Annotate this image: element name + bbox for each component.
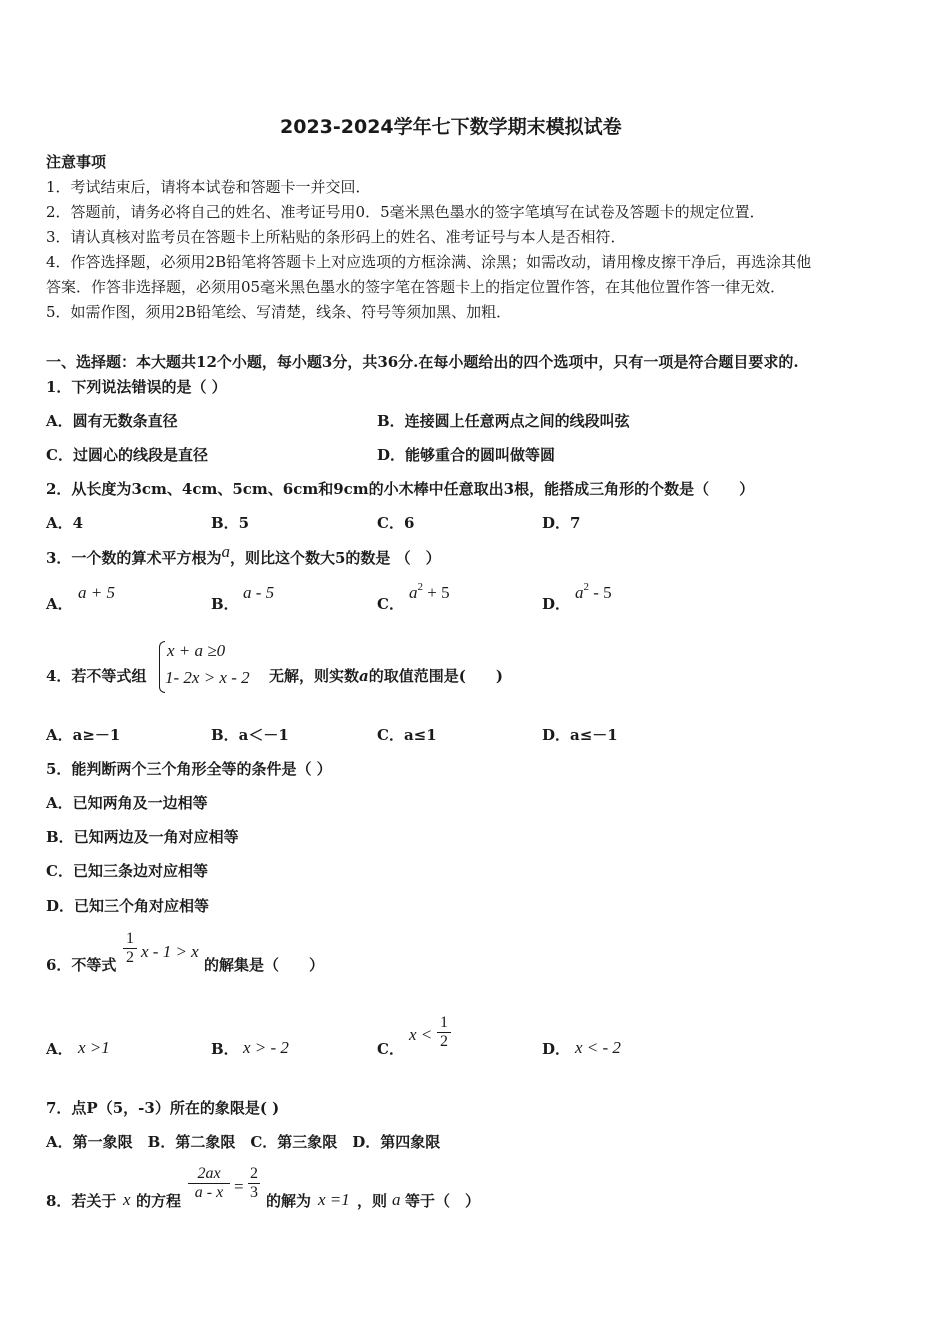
q3-c-base: a bbox=[409, 583, 418, 602]
q1-option-b: B．连接圆上任意两点之间的线段叫弦 bbox=[377, 412, 630, 430]
q8-stem-post: 等于（ ） bbox=[405, 1192, 481, 1210]
q6-fraction bbox=[123, 930, 137, 967]
notice-item: 3．请认真核对监考员在答题卡上所粘贴的条形码上的姓名、准考证号与本人是否相符． bbox=[46, 228, 626, 246]
q4-system-line-2: 1- 2x > x - 2 bbox=[165, 668, 250, 687]
q4-stem-rest bbox=[269, 667, 503, 685]
notice-item: 答案．作答非选择题，必须用05毫米黑色墨水的签字笔在答题卡上的指定位置作答，在其他位置作答一律无效． bbox=[46, 278, 786, 296]
notice-item: 2．答题前，请务必将自己的姓名、准考证号用0．5毫米黑色墨水的签字笔填写在试卷及答题卡的规定位置． bbox=[46, 203, 765, 221]
q3-d-exp: 2 bbox=[583, 581, 589, 593]
q4-option-d: D．a≤－1 bbox=[542, 726, 618, 744]
q5-option-c: C．已知三条边对应相等 bbox=[46, 862, 208, 880]
q3-label-d: D． bbox=[542, 595, 571, 613]
question-2-stem: 2．从长度为3cm、4cm、5cm、6cm和9cm的小木棒中任意取出3根，能搭成三角形的个数是（ ） bbox=[46, 480, 755, 498]
q4-stem-mid: 无解，则实数 bbox=[269, 667, 360, 685]
q3-label-b: B． bbox=[211, 595, 239, 613]
q8-fraction-2 bbox=[248, 1165, 260, 1202]
q8-frac2-num: 2 bbox=[250, 1165, 258, 1182]
notice-heading: 注意事项 bbox=[46, 153, 107, 171]
q6-frac-num: 1 bbox=[126, 930, 134, 947]
q6-expression: x - 1 > x bbox=[141, 942, 199, 961]
notice-item: 5．如需作图，须用2B铅笔绘、写清楚，线条、符号等须加黑、加粗． bbox=[46, 303, 512, 321]
q5-option-b: B．已知两边及一角对应相等 bbox=[46, 828, 239, 846]
q3-d-base: a bbox=[575, 583, 584, 602]
q6-c-den: 2 bbox=[440, 1033, 448, 1050]
q8-var-x: x bbox=[123, 1190, 131, 1209]
q8-fraction-1 bbox=[188, 1165, 230, 1202]
question-1-stem: 1．下列说法错误的是（ ） bbox=[46, 378, 227, 396]
q1-option-a: A．圆有无数条直径 bbox=[46, 412, 178, 430]
q6-label-d: D． bbox=[542, 1040, 571, 1058]
q8-frac2-den: 3 bbox=[250, 1184, 258, 1201]
q4-stem-post: 的取值范围是( ) bbox=[368, 667, 503, 685]
q6-option-d-math: x < - 2 bbox=[575, 1038, 621, 1057]
q3-stem-pre: 3．一个数的算术平方根为 bbox=[46, 549, 222, 567]
q8-equals: = bbox=[234, 1177, 244, 1196]
q8-var-a: a bbox=[392, 1190, 401, 1209]
question-7-stem: 7．点P（5，-3）所在的象限是( ) bbox=[46, 1099, 280, 1117]
q4-option-c: C．a≤1 bbox=[377, 726, 437, 744]
question-3-stem bbox=[46, 542, 441, 567]
q4-option-b: B．a＜－1 bbox=[211, 726, 289, 744]
question-5-stem: 5．能判断两个三个角形全等的条件是（ ） bbox=[46, 760, 332, 778]
q2-option-d: D．7 bbox=[542, 514, 581, 532]
q1-option-d: D．能够重合的圆叫做等圆 bbox=[377, 446, 556, 464]
q2-option-a: A．4 bbox=[46, 514, 84, 532]
q1-option-c: C．过圆心的线段是直径 bbox=[46, 446, 208, 464]
q3-d-rest: - 5 bbox=[589, 583, 612, 602]
q6-option-c-math: x < bbox=[409, 1025, 433, 1044]
q6-stem-post: 的解集是（ ） bbox=[204, 956, 325, 974]
q8-stem-mid1: 的方程 bbox=[136, 1192, 182, 1210]
q8-stem-pre: 8．若关于 bbox=[46, 1192, 117, 1210]
q8-frac1-num: 2ax bbox=[197, 1165, 221, 1182]
q3-option-c-math bbox=[409, 581, 450, 604]
page-title: 2023-2024学年七下数学期末模拟试卷 bbox=[280, 116, 622, 138]
q3-label-a: A． bbox=[46, 595, 73, 613]
q8-solution: x =1 bbox=[318, 1190, 350, 1209]
q3-label-c: C． bbox=[377, 595, 404, 613]
q6-c-fraction bbox=[437, 1014, 451, 1051]
q6-c-num: 1 bbox=[440, 1014, 448, 1031]
q5-option-a: A．已知两角及一边相等 bbox=[46, 794, 208, 812]
q8-frac1-den: a - x bbox=[194, 1184, 224, 1201]
q3-stem-var: a bbox=[221, 542, 230, 561]
q8-stem-mid2: 的解为 bbox=[266, 1192, 312, 1210]
q6-frac-den: 2 bbox=[126, 949, 134, 966]
q3-option-b-math: a - 5 bbox=[243, 583, 275, 602]
section-heading: 一、选择题：本大题共12个小题，每小题3分，共36分.在每小题给出的四个选项中，只有一项是符合题目要求的. bbox=[46, 353, 799, 371]
q8-stem-mid3: ，则 bbox=[357, 1192, 388, 1210]
q4-option-a: A．a≥－1 bbox=[46, 726, 121, 744]
q6-label-c: C． bbox=[377, 1040, 404, 1058]
notice-item: 1．考试结束后，请将本试卷和答题卡一并交回． bbox=[46, 178, 371, 196]
q3-c-rest: + 5 bbox=[423, 583, 450, 602]
q3-stem-post: ，则比这个数大5的数是 （ ） bbox=[229, 549, 441, 567]
q6-option-b-math: x > - 2 bbox=[243, 1038, 289, 1057]
q6-option-a-math: x >1 bbox=[78, 1038, 110, 1057]
q5-option-d: D．已知三个角对应相等 bbox=[46, 897, 210, 915]
q7-options: A．第一象限 B．第二象限 C．第三象限 D．第四象限 bbox=[46, 1133, 441, 1151]
q6-stem-pre: 6．不等式 bbox=[46, 956, 117, 974]
notice-item: 4．作答选择题，必须用2B铅笔将答题卡上对应选项的方框涂满、涂黑；如需改动，请用橡皮擦干净后，再选涂其他 bbox=[46, 253, 812, 271]
q4-stem-var: a bbox=[359, 667, 369, 685]
q4-stem-pre: 4．若不等式组 bbox=[46, 667, 147, 685]
q2-option-b: B．5 bbox=[211, 514, 250, 532]
q4-system-line-1: x + a ≥0 bbox=[167, 641, 226, 660]
q3-c-exp: 2 bbox=[417, 581, 423, 593]
q6-label-a: A． bbox=[46, 1040, 73, 1058]
q3-option-a-math: a + 5 bbox=[78, 583, 115, 602]
q6-label-b: B． bbox=[211, 1040, 239, 1058]
q3-option-d-math bbox=[575, 581, 612, 604]
q2-option-c: C．6 bbox=[377, 514, 415, 532]
